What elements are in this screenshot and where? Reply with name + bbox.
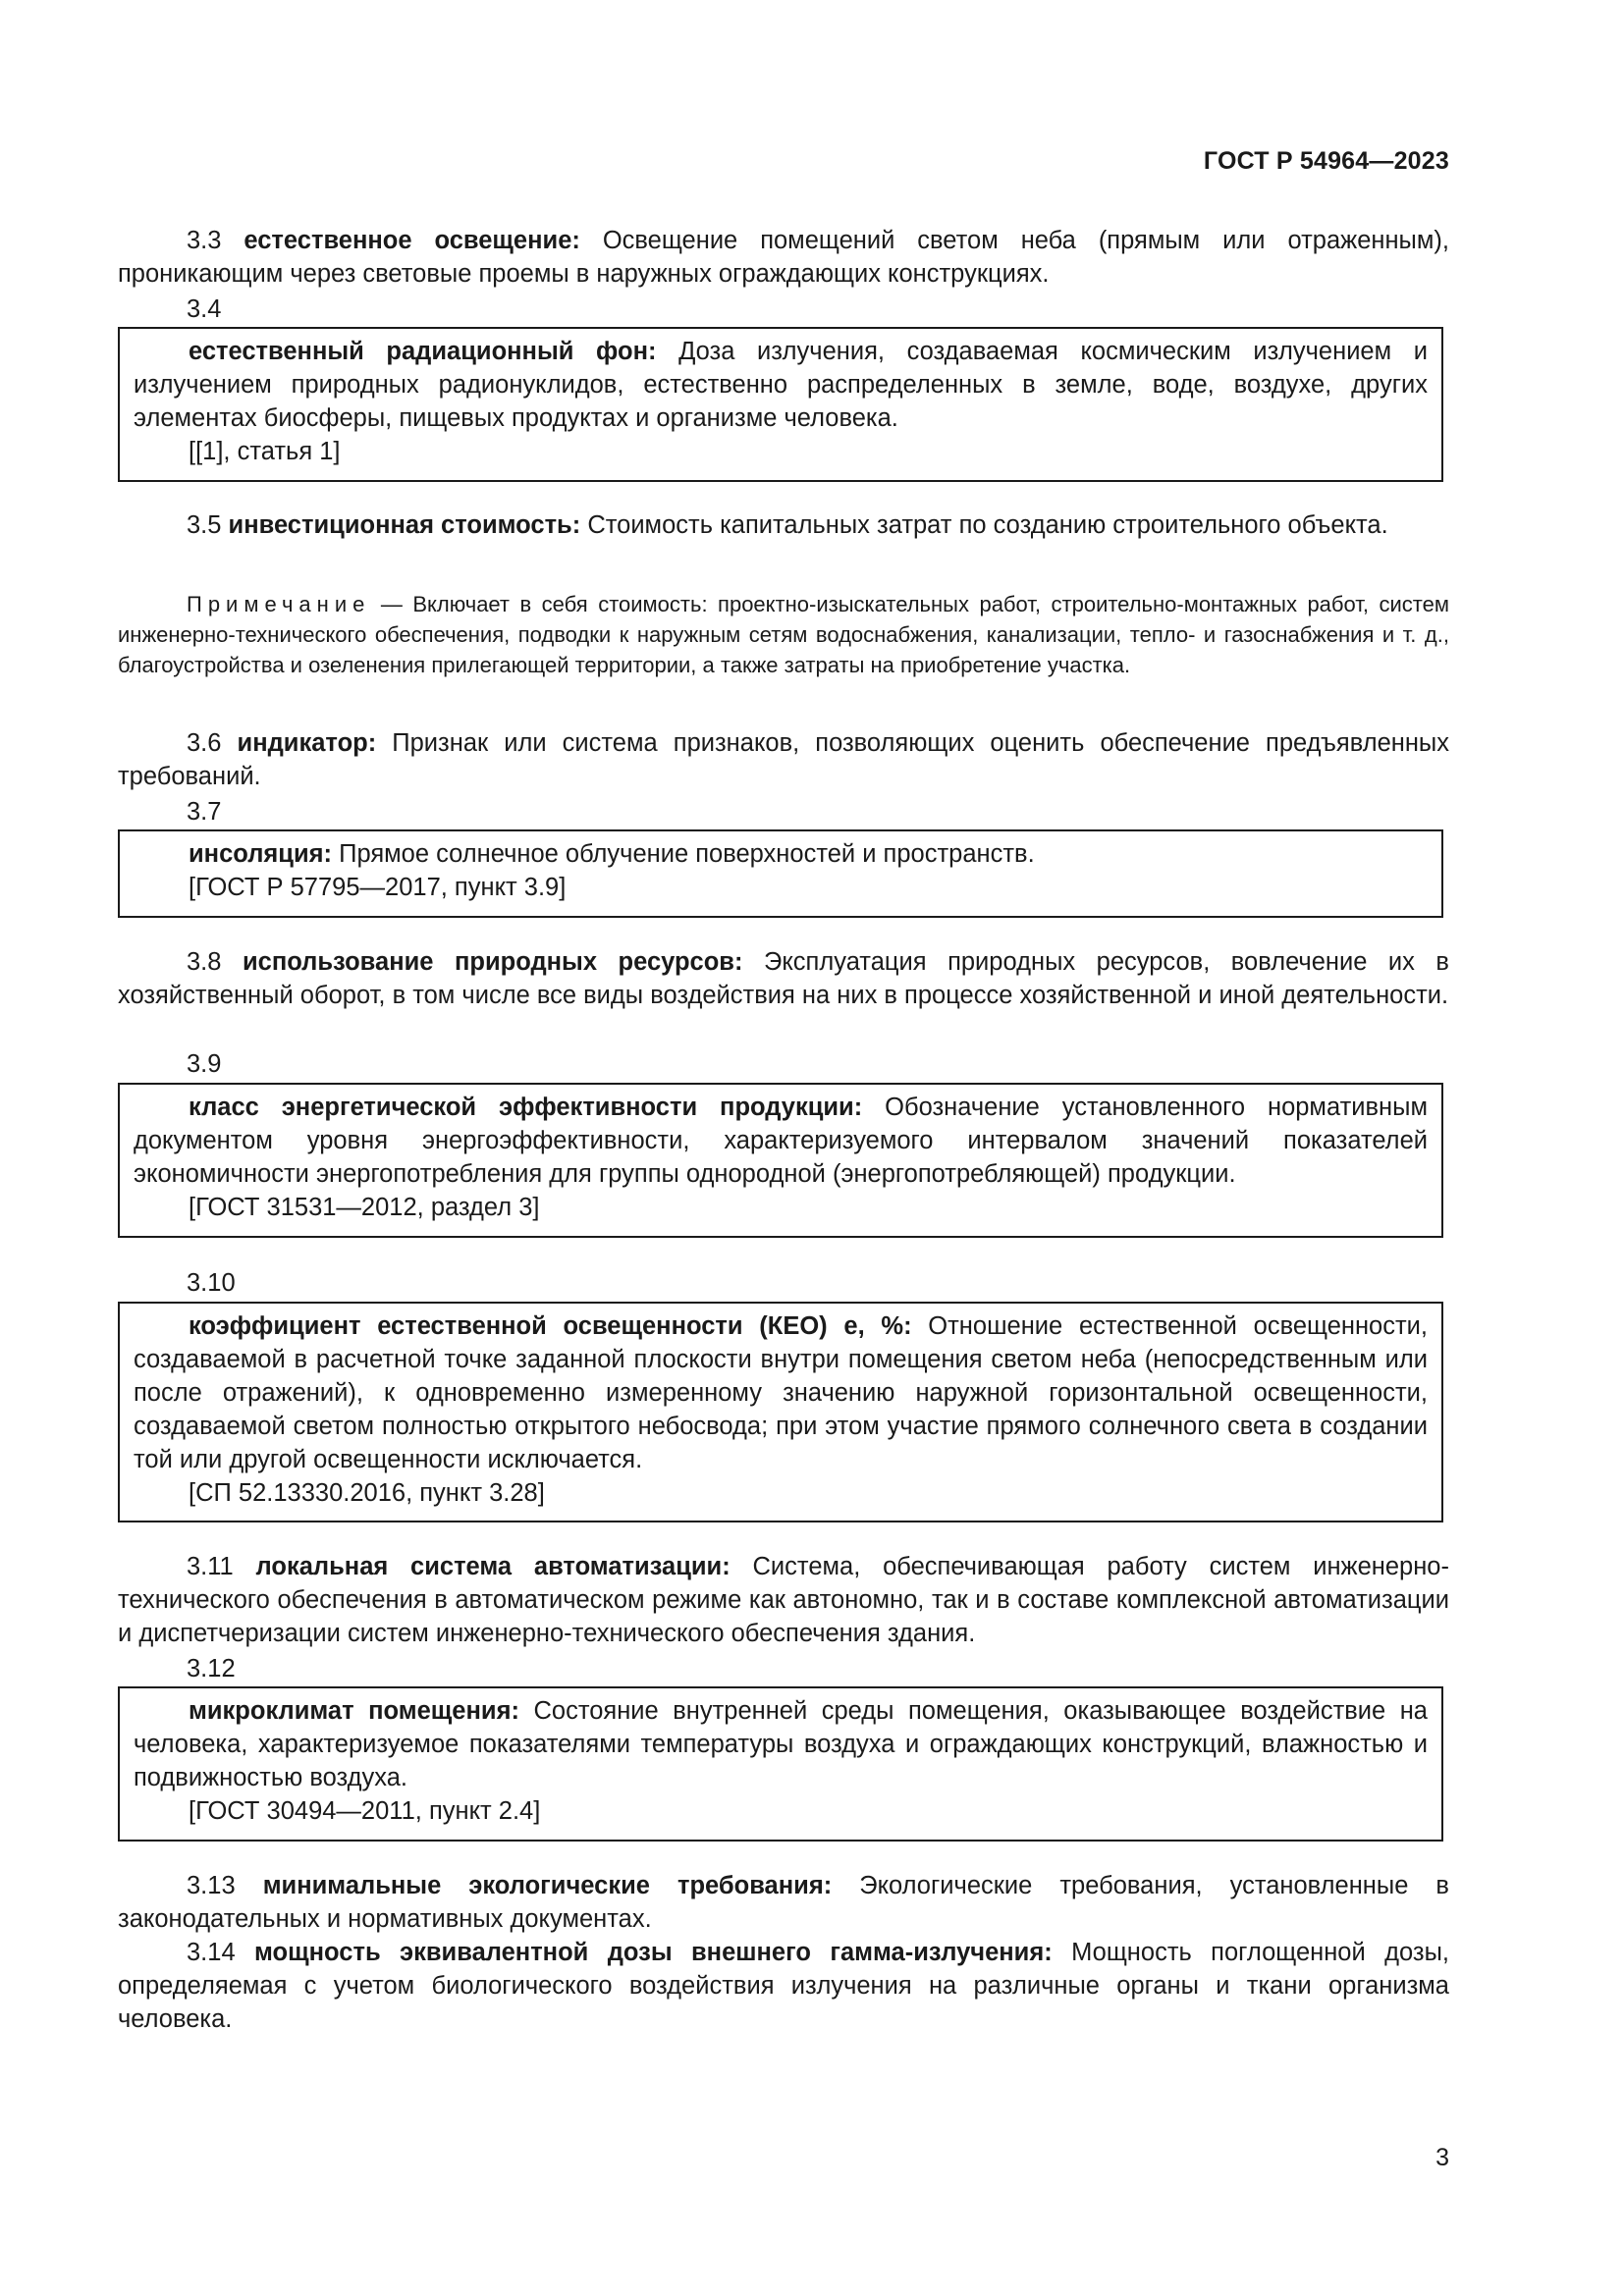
- entry-number-3-9: 3.9: [187, 1050, 222, 1078]
- entry-number: 3.8: [187, 948, 222, 976]
- entry-3-13: [118, 1869, 1449, 1936]
- entry-number-3-4: 3.4: [187, 295, 222, 323]
- entry-number: 3.14: [187, 1939, 236, 1966]
- entry-definition: Состояние внутренней среды помещения, оказывающее воздействие на человека, характеризуемое показателями температуры воздуха и ограждающих конструкций, влажностью и подвижностью воздуха.: [134, 1697, 1428, 1791]
- entry-definition: Прямое солнечное облучение поверхностей и пространств.: [339, 840, 1035, 868]
- entry-term: микроклимат помещения:: [189, 1697, 519, 1725]
- entry-3-3: [118, 224, 1449, 291]
- note-text: — Включает в себя стоимость: проектно-изыскательных работ, строительно-монтажных работ, систем инженерно-технического обеспечения, подводки к наружным сетям водоснабжения, канализации, тепло- и газоснабжения и т. д., благоустройства и озеленения прилегающей территории, а также затраты на приобретение участка.: [118, 592, 1449, 677]
- entry-term: естественное освещение:: [244, 227, 580, 254]
- page-number: 3: [1435, 2144, 1449, 2171]
- entry-number: 3.3: [187, 227, 222, 254]
- entry-source: [ГОСТ Р 57795—2017, пункт 3.9]: [189, 874, 567, 901]
- entry-term: естественный радиационный фон:: [189, 338, 657, 365]
- entry-term: коэффициент естественной освещенности (КЕО) e, %:: [189, 1312, 912, 1340]
- entry-definition: Мощность поглощенной дозы, определяемая с учетом биологического воздействия излучения на различные органы и ткани организма человека.: [118, 1939, 1449, 2033]
- entry-term: класс энергетической эффективности продукции:: [189, 1094, 863, 1121]
- entry-term: использование природных ресурсов:: [242, 948, 743, 976]
- entry-3-4-box: [118, 327, 1443, 482]
- entry-number-3-10: 3.10: [187, 1269, 236, 1297]
- entry-source: [ГОСТ 31531—2012, раздел 3]: [189, 1194, 540, 1221]
- entry-3-11: [118, 1550, 1449, 1650]
- entry-definition: Доза излучения, создаваемая космическим излучением и излучением природных радионуклидов, естественно распределенных в земле, воде, воздухе, других элементах биосферы, пищевых продуктах и организме человека.: [134, 338, 1428, 432]
- entry-number: 3.11: [187, 1553, 234, 1580]
- entry-term: минимальные экологические требования:: [262, 1872, 833, 1899]
- entry-number-3-12: 3.12: [187, 1655, 236, 1682]
- entry-number: 3.13: [187, 1872, 236, 1899]
- entry-3-10-box: [118, 1302, 1443, 1522]
- entry-term: инвестиционная стоимость:: [228, 511, 581, 539]
- entry-definition: Система, обеспечивающая работу систем инженерно-технического обеспечения в автоматическом режиме как автономно, так и в составе комплексной автоматизации и диспетчеризации систем инженерно-технического обеспечения здания.: [118, 1553, 1449, 1647]
- entry-definition: Экологические требования, установленные в законодательных и нормативных документах.: [118, 1872, 1449, 1933]
- entry-term: локальная система автоматизации:: [255, 1553, 731, 1580]
- entry-number: 3.5: [187, 511, 222, 539]
- entry-3-6: [118, 726, 1449, 793]
- entry-definition: Отношение естественной освещенности, создаваемой в расчетной точке заданной плоскости внутри помещения светом неба (непосредственным или после отражений), к одновременно измеренному значению наружной горизонтальной освещенности, создаваемой светом полностью открытого небосвода; при этом участие прямого солнечного света в создании той или другой освещенности исключается.: [134, 1312, 1428, 1473]
- entry-3-7-box: [118, 829, 1443, 918]
- entry-definition: Стоимость капитальных затрат по созданию строительного объекта.: [587, 511, 1388, 539]
- entry-3-8: [118, 945, 1449, 1012]
- entry-source: [СП 52.13330.2016, пункт 3.28]: [189, 1479, 545, 1507]
- entry-source: [[1], статья 1]: [189, 438, 341, 465]
- entry-3-9-box: [118, 1083, 1443, 1238]
- entry-definition: Обозначение установленного нормативным документом уровня энергоэффективности, характеризуемого интервалом значений показателей экономичности энергопотребления для группы однородной (энергопотребляющей) продукции.: [134, 1094, 1428, 1188]
- entry-3-5: [118, 508, 1449, 542]
- entry-3-14: [118, 1936, 1449, 2036]
- entry-term: индикатор:: [237, 729, 377, 757]
- note-label: Примечание: [187, 592, 371, 616]
- entry-term: мощность эквивалентной дозы внешнего гамма-излучения:: [254, 1939, 1053, 1966]
- entry-definition: Эксплуатация природных ресурсов, вовлечение их в хозяйственный оборот, в том числе все виды воздействия на них в процессе хозяйственной и иной деятельности.: [118, 948, 1449, 1009]
- entry-number-3-7: 3.7: [187, 798, 222, 826]
- entry-definition: Освещение помещений светом неба (прямым или отраженным), проникающим через световые проемы в наружных ограждающих конструкциях.: [118, 227, 1449, 288]
- document-header: ГОСТ Р 54964—2023: [1203, 147, 1449, 175]
- entry-3-12-box: [118, 1686, 1443, 1842]
- entry-3-5-note: [118, 589, 1449, 680]
- entry-number: 3.6: [187, 729, 222, 757]
- entry-definition: Признак или система признаков, позволяющих оценить обеспечение предъявленных требований.: [118, 729, 1449, 790]
- entry-term: инсоляция:: [189, 840, 333, 868]
- entry-source: [ГОСТ 30494—2011, пункт 2.4]: [189, 1797, 541, 1825]
